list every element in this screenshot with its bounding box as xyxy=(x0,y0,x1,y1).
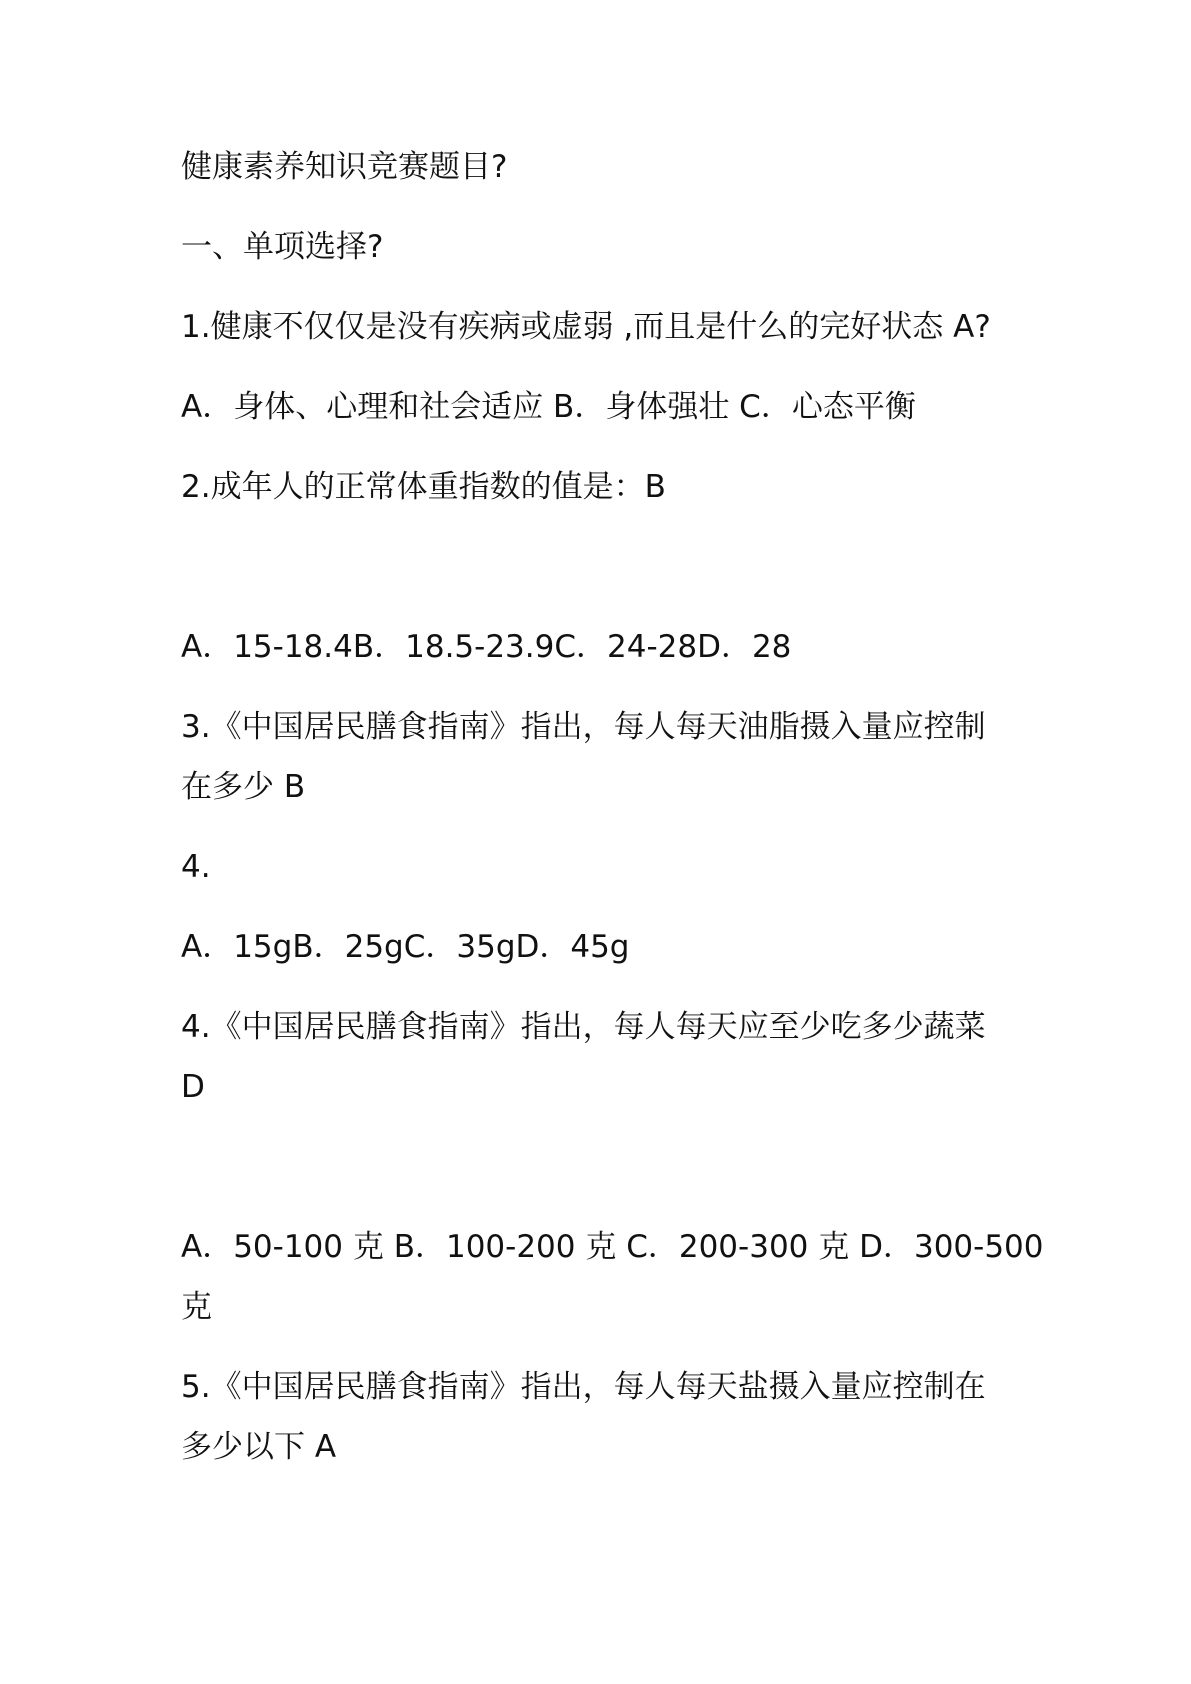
question-2-options: A．15-18.4B．18.5-23.9C．24-28D．28 xyxy=(181,629,792,665)
question-4-options-continued: 克 xyxy=(181,1289,212,1325)
question-1: 1.健康不仅仅是没有疾病或虚弱 ,而且是什么的完好状态 A? xyxy=(181,309,991,345)
question-4: 4.《中国居民膳食指南》指出，每人每天应至少吃多少蔬菜 xyxy=(181,1009,986,1045)
question-5-continued: 多少以下 A xyxy=(181,1429,337,1465)
question-2: 2.成年人的正常体重指数的值是：B xyxy=(181,469,666,505)
question-5: 5.《中国居民膳食指南》指出，每人每天盐摄入量应控制在 xyxy=(181,1369,986,1405)
question-number-4: 4. xyxy=(181,849,211,885)
question-3-continued: 在多少 B xyxy=(181,769,306,805)
question-4-answer: D xyxy=(181,1069,205,1105)
question-4-options: A．50-100 克 B．100-200 克 C．200-300 克 D．300-500 xyxy=(181,1229,1044,1265)
question-3-options: A．15gB．25gC．35gD．45g xyxy=(181,929,630,965)
section-heading: 一、单项选择? xyxy=(181,229,384,265)
question-3: 3.《中国居民膳食指南》指出，每人每天油脂摄入量应控制 xyxy=(181,709,986,745)
question-1-options: A．身体、心理和社会适应 B．身体强壮 C．心态平衡 xyxy=(181,389,916,425)
document-title: 健康素养知识竞赛题目? xyxy=(181,149,508,185)
